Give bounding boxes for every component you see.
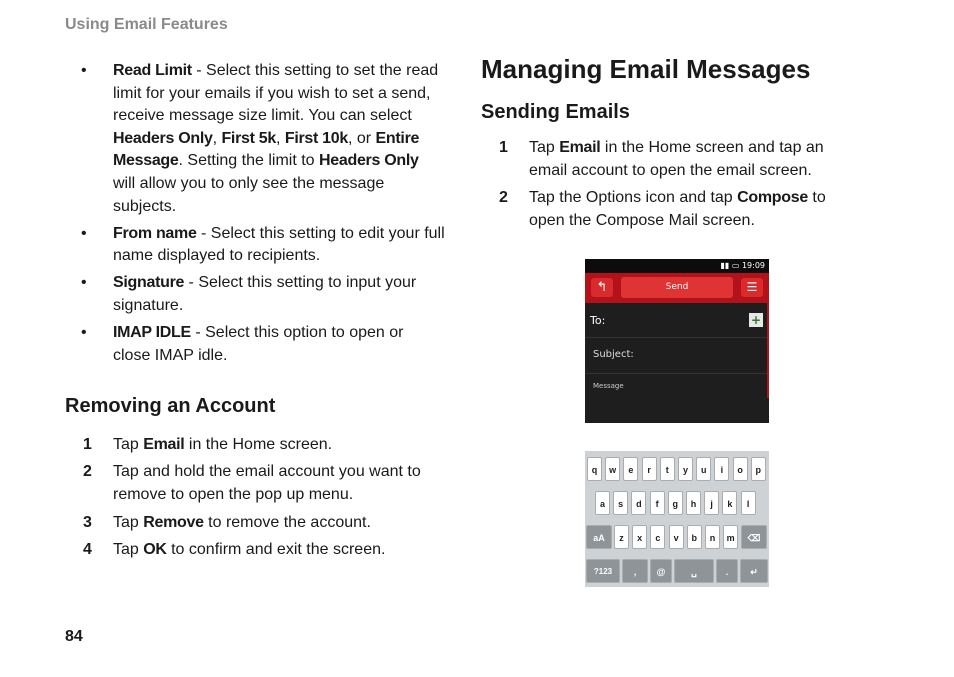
bullet-read-limit	[65, 60, 445, 218]
period-key[interactable]: .	[716, 559, 738, 583]
bullet-text: will allow you to only see the message subjects.	[113, 174, 385, 215]
key-b[interactable]: b	[687, 525, 702, 549]
keyword: Read Limit	[113, 62, 192, 79]
key-z[interactable]: z	[614, 525, 629, 549]
step-text: Tap	[113, 513, 144, 531]
compose-toolbar	[585, 273, 769, 303]
keyword: Signature	[113, 274, 185, 292]
send-button[interactable]: Send	[621, 277, 733, 298]
step-number: 1	[83, 435, 92, 453]
key-i[interactable]: i	[714, 457, 729, 481]
bullet-text: - Select this setting to edit your full name displayed to recipients.	[113, 224, 445, 265]
signal-icon: ▮▮	[720, 261, 732, 270]
keyword: Headers Only	[113, 129, 213, 147]
key-p[interactable]: p	[751, 457, 766, 481]
step-text: in the Home screen and tap an email account to open the email screen.	[529, 139, 824, 179]
keyword: Entire Message	[113, 129, 420, 170]
section-title-sending-emails: Sending Emails	[481, 100, 630, 123]
add-contact-icon[interactable]: +	[750, 313, 762, 327]
at-key[interactable]: @	[650, 559, 672, 583]
step-number: 4	[83, 541, 92, 559]
step-item	[65, 512, 445, 535]
step-item	[65, 539, 445, 562]
step-item	[65, 461, 445, 506]
key-k[interactable]: k	[722, 491, 737, 515]
key-j[interactable]: j	[704, 491, 719, 515]
step-text: in the Home screen.	[184, 435, 333, 453]
keyword: First 10k	[284, 129, 348, 147]
step-number: 2	[83, 463, 92, 481]
key-l[interactable]: l	[741, 491, 756, 515]
sending-email-steps	[481, 137, 841, 232]
comma-key[interactable]: ,	[622, 559, 648, 583]
separator: ,	[275, 129, 285, 147]
keyword: IMAP IDLE	[113, 324, 191, 342]
compose-mail-screenshot	[585, 259, 769, 423]
key-q[interactable]: q	[587, 457, 602, 481]
step-number: 2	[499, 189, 508, 207]
shift-key[interactable]: aA	[586, 525, 612, 549]
key-y[interactable]: y	[678, 457, 693, 481]
remove-account-steps	[65, 434, 445, 562]
subject-label: Subject:	[593, 349, 634, 360]
keyword: Email	[143, 435, 185, 453]
back-arrow-icon[interactable]: ↰	[591, 278, 613, 297]
enter-icon[interactable]: ↵	[740, 559, 768, 583]
keyword: Email	[559, 139, 601, 157]
key-h[interactable]: h	[686, 491, 701, 515]
status-bar	[585, 259, 769, 273]
key-m[interactable]: m	[723, 525, 738, 549]
subject-field[interactable]	[585, 338, 769, 374]
keyword: Remove	[143, 513, 204, 531]
step-text: to open the Compose Mail screen.	[529, 189, 826, 229]
message-label: Message	[593, 382, 624, 390]
step-text: Tap	[529, 139, 560, 157]
key-n[interactable]: n	[705, 525, 720, 549]
right-column	[481, 54, 841, 238]
key-t[interactable]: t	[660, 457, 675, 481]
key-f[interactable]: f	[650, 491, 665, 515]
key-o[interactable]: o	[733, 457, 748, 481]
keyword: From name	[113, 224, 197, 242]
step-item	[481, 137, 841, 182]
step-number: 1	[499, 139, 508, 157]
separator: , or	[347, 129, 376, 147]
backspace-icon[interactable]: ⌫	[741, 525, 767, 549]
step-text: Tap the Options icon and tap	[529, 189, 738, 207]
bullet-text: . Setting the limit to	[178, 152, 320, 170]
section-title-removing-account: Removing an Account	[65, 395, 276, 418]
keyword: Compose	[737, 189, 808, 207]
page-number: 84	[65, 628, 83, 645]
key-c[interactable]: c	[650, 525, 665, 549]
key-u[interactable]: u	[696, 457, 711, 481]
keyboard-screenshot	[585, 451, 769, 587]
step-text: to confirm and exit the screen.	[166, 541, 386, 559]
key-e[interactable]: e	[623, 457, 638, 481]
step-text: Tap and hold the email account you want to remove to open the pop up menu.	[113, 463, 421, 503]
keyword: Headers Only	[319, 152, 419, 170]
step-text: Tap	[113, 435, 144, 453]
running-header: Using Email Features	[65, 16, 228, 33]
status-time: 19:09	[741, 261, 765, 270]
bullet-text: - Select this setting to input your signature.	[113, 274, 417, 314]
separator: ,	[212, 129, 222, 147]
battery-icon: ▭	[731, 261, 742, 270]
bullet-from-name	[65, 223, 445, 268]
step-item	[65, 434, 445, 457]
settings-bullet-list	[65, 60, 445, 367]
bullet-text: - Select this setting to set the read limit for your emails if you wish to set a send, receive message size limit. You can select	[113, 62, 439, 125]
space-key-icon[interactable]: ␣	[674, 559, 714, 583]
key-a[interactable]: a	[595, 491, 610, 515]
symbols-key[interactable]: ?123	[586, 559, 620, 583]
step-text: Tap	[113, 541, 144, 559]
bullet-imap-idle	[65, 322, 445, 367]
to-field[interactable]	[585, 303, 769, 338]
key-v[interactable]: v	[669, 525, 684, 549]
left-column	[65, 60, 445, 567]
key-x[interactable]: x	[632, 525, 647, 549]
keyword: First 5k	[221, 129, 276, 147]
key-g[interactable]: g	[668, 491, 683, 515]
step-text: to remove the account.	[203, 513, 371, 531]
key-s[interactable]: s	[613, 491, 628, 515]
key-r[interactable]: r	[642, 457, 657, 481]
bullet-text: - Select this option to open or close IMAP idle.	[113, 324, 404, 364]
key-d[interactable]: d	[631, 491, 646, 515]
menu-icon[interactable]: ☰	[741, 278, 763, 297]
bullet-signature	[65, 272, 445, 317]
keyword: OK	[143, 541, 167, 559]
to-label: To:	[590, 314, 606, 327]
step-item	[481, 187, 841, 232]
key-w[interactable]: w	[605, 457, 620, 481]
page-title: Managing Email Messages	[481, 54, 811, 84]
scroll-edge	[767, 303, 769, 398]
step-number: 3	[83, 513, 92, 531]
